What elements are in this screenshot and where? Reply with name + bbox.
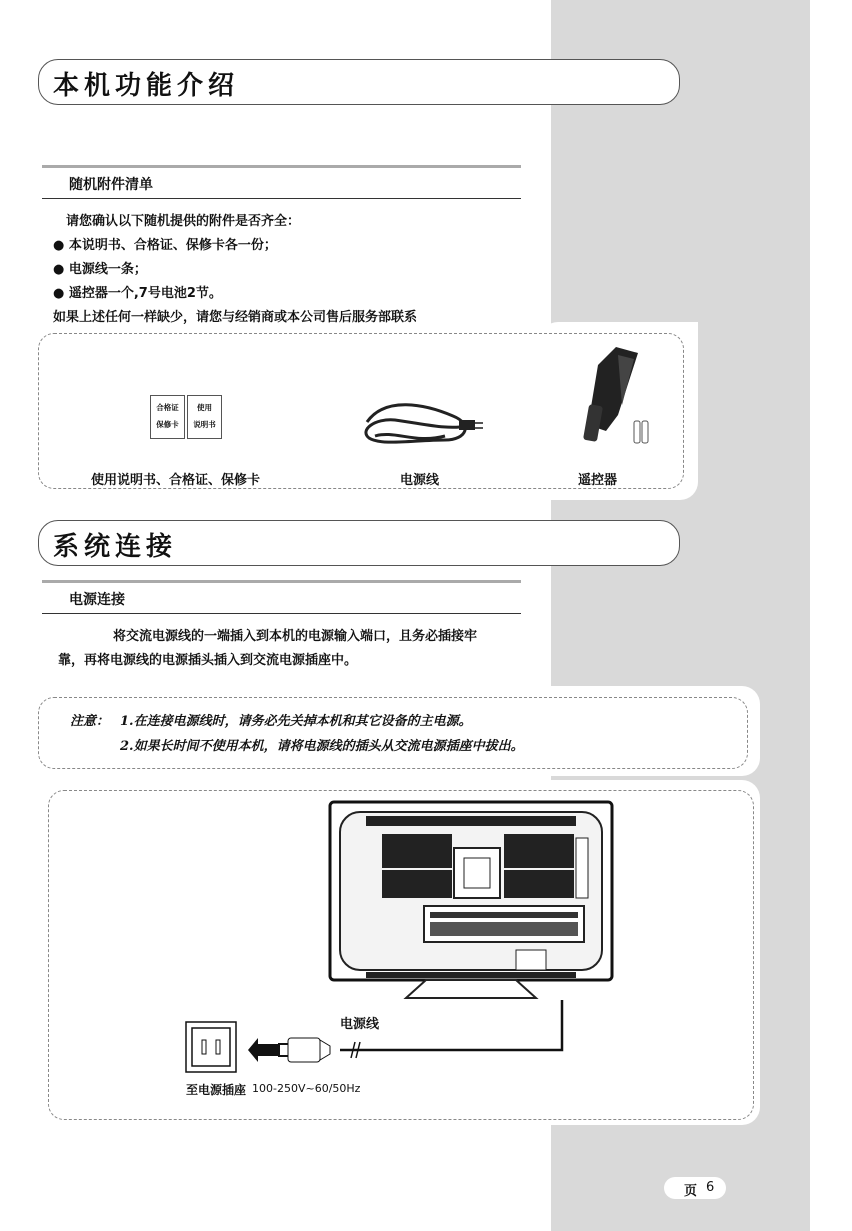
notice-line: 1.在连接电源线时，请务必先关掉本机和其它设备的主电源。 [120, 714, 472, 729]
notice-box [38, 697, 748, 769]
section-title-text: 系统连接 [53, 532, 178, 562]
notice-label: 注意： [70, 714, 110, 729]
outlet-spec: 100-250V~60/50Hz [252, 1082, 361, 1095]
section-title-connection [38, 520, 680, 566]
power-heading [42, 580, 521, 614]
section-title-text: 本机功能介绍 [53, 71, 240, 101]
accessories-intro: 请您确认以下随机提供的附件是否齐全： [66, 214, 301, 229]
accessories-heading-text: 随机附件清单 [69, 177, 153, 193]
outlet-label: 至电源插座 [186, 1083, 247, 1097]
connection-diagram-icon [180, 1000, 580, 1090]
cable-label: 电源线 [340, 1017, 380, 1032]
accessory-item: ● 电源线一条； [53, 262, 147, 277]
remote-control-icon [578, 345, 653, 445]
page-label: 页 [684, 1184, 698, 1199]
caption-remote: 遥控器 [578, 473, 618, 488]
tv-back-panel-icon [326, 798, 616, 1008]
power-body-line: 将交流电源线的一端插入到本机的电源输入端口，且务必插接牢 [113, 629, 478, 644]
accessory-item: ● 遥控器一个,7号电池2节。 [53, 286, 222, 301]
card-warranty: 合格证 保修卡 [150, 395, 185, 439]
power-heading-text: 电源连接 [69, 592, 125, 608]
power-body-line: 靠，再将电源线的电源插头插入到交流电源插座中。 [58, 653, 358, 668]
card-manual: 使用 说明书 [187, 395, 222, 439]
caption-power-cord: 电源线 [400, 473, 440, 488]
caption-documents: 使用说明书、合格证、保修卡 [91, 473, 261, 488]
page-number: 6 [706, 1180, 715, 1195]
notice-line: 2.如果长时间不使用本机，请将电源线的插头从交流电源插座中拔出。 [120, 739, 524, 754]
missing-note: 如果上述任何一样缺少，请您与经销商或本公司售后服务部联系 [53, 310, 418, 325]
power-cord-icon [355, 400, 495, 460]
accessory-item: ● 本说明书、合格证、保修卡各一份； [53, 238, 277, 253]
accessories-heading [42, 165, 521, 199]
section-title-features [38, 59, 680, 105]
page-number-badge [664, 1177, 726, 1199]
